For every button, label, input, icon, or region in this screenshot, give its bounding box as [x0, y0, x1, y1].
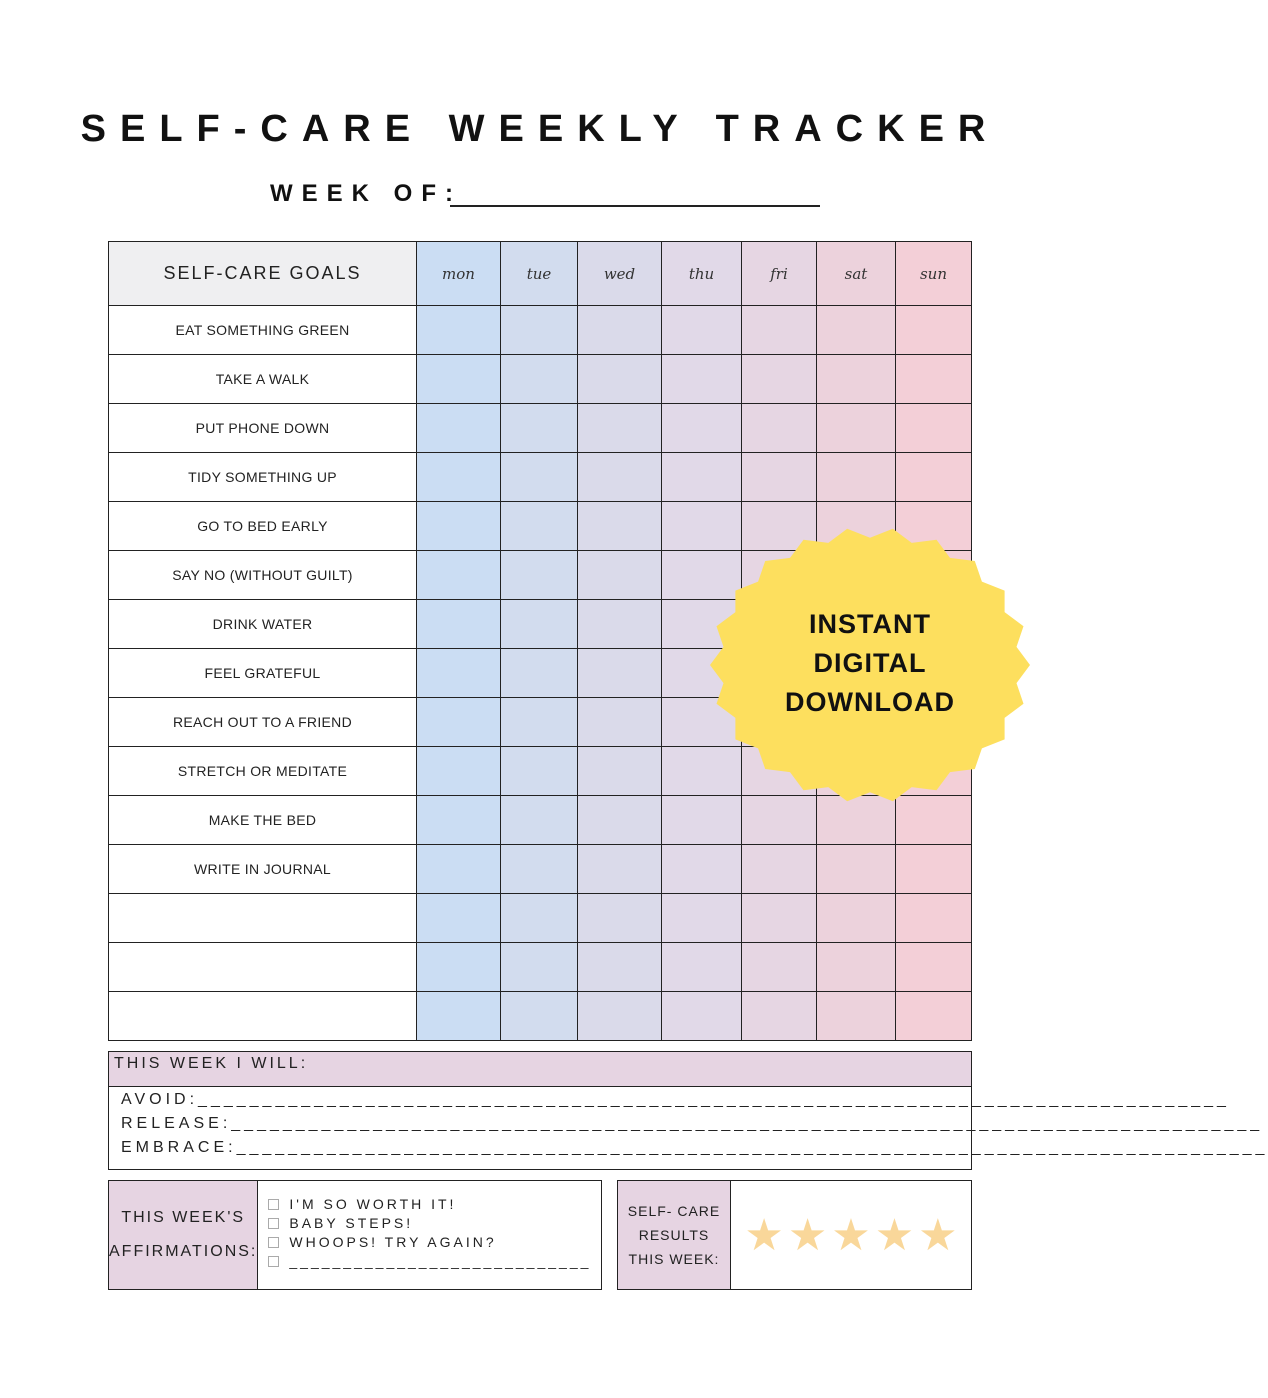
check-cell-wed[interactable] — [578, 355, 662, 404]
check-cell-tue[interactable] — [501, 747, 578, 796]
check-cell-wed[interactable] — [578, 796, 662, 845]
table-row — [109, 894, 972, 943]
goal-label: PUT PHONE DOWN — [109, 404, 417, 453]
check-cell-mon[interactable] — [417, 747, 501, 796]
check-cell-sun[interactable] — [896, 845, 972, 894]
star-icon[interactable]: ★ — [787, 1210, 828, 1260]
check-cell-sun[interactable] — [896, 404, 972, 453]
badge-line: DIGITAL — [813, 648, 927, 678]
check-cell-sat[interactable] — [817, 404, 896, 453]
check-cell-wed[interactable] — [578, 600, 662, 649]
check-cell-tue[interactable] — [501, 551, 578, 600]
table-row — [109, 943, 972, 992]
check-cell-sun[interactable] — [896, 453, 972, 502]
affirmations-box — [108, 1180, 602, 1290]
check-cell-mon[interactable] — [417, 306, 501, 355]
check-cell-mon[interactable] — [417, 796, 501, 845]
table-row — [109, 992, 972, 1041]
day-header-wed: wed — [578, 242, 662, 306]
check-cell-sun[interactable] — [896, 992, 972, 1041]
check-cell-sat[interactable] — [817, 355, 896, 404]
star-icon[interactable]: ★ — [744, 1210, 784, 1260]
goals-header: SELF-CARE GOALS — [109, 242, 417, 306]
check-cell-mon[interactable] — [417, 355, 501, 404]
check-cell-mon[interactable] — [417, 600, 501, 649]
check-cell-mon[interactable] — [417, 502, 501, 551]
this-week-section — [108, 1051, 1268, 1170]
check-cell-mon[interactable] — [417, 453, 501, 502]
goal-label: GO TO BED EARLY — [109, 502, 417, 551]
table-row — [109, 404, 972, 453]
badge-text — [705, 605, 1035, 722]
check-cell-sun[interactable] — [896, 894, 972, 943]
star-icon[interactable]: ★ — [874, 1210, 915, 1260]
table-row — [109, 355, 972, 404]
check-cell-tue[interactable] — [501, 943, 578, 992]
check-cell-mon[interactable] — [417, 894, 501, 943]
results-label: SELF- CARE RESULTS THIS WEEK: — [618, 1181, 731, 1289]
check-cell-fri[interactable] — [742, 306, 817, 355]
check-cell-mon[interactable] — [417, 698, 501, 747]
check-cell-sun[interactable] — [896, 355, 972, 404]
check-cell-thu[interactable] — [662, 943, 742, 992]
check-cell-wed[interactable] — [578, 698, 662, 747]
check-cell-mon[interactable] — [417, 649, 501, 698]
check-cell-thu[interactable] — [662, 845, 742, 894]
check-cell-tue[interactable] — [501, 894, 578, 943]
check-cell-fri[interactable] — [742, 943, 817, 992]
will-line[interactable]: AVOID:________________________________________________________________________________ — [121, 1091, 1230, 1108]
page-title: SELF-CARE WEEKLY TRACKER — [80, 108, 1000, 150]
check-cell-wed[interactable] — [578, 502, 662, 551]
checkbox[interactable] — [268, 1199, 279, 1210]
check-cell-sat[interactable] — [817, 306, 896, 355]
check-cell-wed[interactable] — [578, 551, 662, 600]
results-box — [617, 1180, 972, 1290]
check-cell-thu[interactable] — [662, 453, 742, 502]
check-cell-tue[interactable] — [501, 453, 578, 502]
goal-label: FEEL GRATEFUL — [109, 649, 417, 698]
check-cell-wed[interactable] — [578, 943, 662, 992]
check-cell-thu[interactable] — [662, 404, 742, 453]
check-cell-sat[interactable] — [817, 943, 896, 992]
table-row — [109, 453, 972, 502]
day-header-sun: sun — [896, 242, 972, 306]
table-row — [109, 845, 972, 894]
check-cell-fri[interactable] — [742, 404, 817, 453]
goal-label[interactable] — [109, 894, 417, 943]
check-cell-mon[interactable] — [417, 404, 501, 453]
table-row — [109, 306, 972, 355]
check-cell-sun[interactable] — [896, 943, 972, 992]
affirmation-item — [268, 1252, 591, 1271]
affirmation-text: WHOOPS! TRY AGAIN? — [289, 1234, 497, 1250]
day-header-tue: tue — [501, 242, 578, 306]
week-of-label: WEEK OF: — [270, 180, 462, 207]
star-rating[interactable] — [731, 1181, 971, 1289]
goal-label: DRINK WATER — [109, 600, 417, 649]
affirmation-text: ____________________________ — [289, 1253, 592, 1269]
check-cell-mon[interactable] — [417, 943, 501, 992]
badge-line: INSTANT — [809, 609, 931, 639]
checkbox[interactable] — [268, 1218, 279, 1229]
check-cell-thu[interactable] — [662, 355, 742, 404]
affirmations-label: THIS WEEK'S AFFIRMATIONS: — [109, 1181, 258, 1289]
badge-line: DOWNLOAD — [785, 687, 955, 717]
goal-label: REACH OUT TO A FRIEND — [109, 698, 417, 747]
check-cell-wed[interactable] — [578, 453, 662, 502]
affirmation-text: BABY STEPS! — [289, 1215, 414, 1231]
check-cell-sat[interactable] — [817, 992, 896, 1041]
checkbox[interactable] — [268, 1256, 279, 1267]
check-cell-tue[interactable] — [501, 600, 578, 649]
goal-label: EAT SOMETHING GREEN — [109, 306, 417, 355]
goal-label[interactable] — [109, 992, 417, 1041]
check-cell-tue[interactable] — [501, 698, 578, 747]
check-cell-tue[interactable] — [501, 502, 578, 551]
check-cell-wed[interactable] — [578, 649, 662, 698]
check-cell-thu[interactable] — [662, 306, 742, 355]
check-cell-mon[interactable] — [417, 992, 501, 1041]
check-cell-wed[interactable] — [578, 845, 662, 894]
goal-label: SAY NO (WITHOUT GUILT) — [109, 551, 417, 600]
this-week-header: THIS WEEK I WILL: — [109, 1052, 971, 1087]
check-cell-sun[interactable] — [896, 306, 972, 355]
check-cell-tue[interactable] — [501, 649, 578, 698]
will-line-label: AVOID: — [121, 1091, 199, 1108]
week-of-line[interactable] — [450, 205, 820, 207]
will-line[interactable]: EMBRACE:________________________________________________________________________________ — [121, 1139, 1268, 1156]
affirmation-item — [268, 1214, 591, 1233]
check-cell-wed[interactable] — [578, 747, 662, 796]
check-cell-tue[interactable] — [501, 306, 578, 355]
check-cell-wed[interactable] — [578, 992, 662, 1041]
check-cell-fri[interactable] — [742, 845, 817, 894]
check-cell-tue[interactable] — [501, 845, 578, 894]
goal-label: STRETCH OR MEDITATE — [109, 747, 417, 796]
check-cell-mon[interactable] — [417, 551, 501, 600]
affirmation-text: I'M SO WORTH IT! — [289, 1196, 457, 1212]
check-cell-tue[interactable] — [501, 992, 578, 1041]
goal-label: MAKE THE BED — [109, 796, 417, 845]
check-cell-sat[interactable] — [817, 845, 896, 894]
day-header-fri: fri — [742, 242, 817, 306]
will-line-label: RELEASE: — [121, 1115, 232, 1132]
check-cell-sat[interactable] — [817, 453, 896, 502]
check-cell-thu[interactable] — [662, 992, 742, 1041]
check-cell-tue[interactable] — [501, 796, 578, 845]
check-cell-fri[interactable] — [742, 453, 817, 502]
will-line-label: EMBRACE: — [121, 1139, 237, 1156]
check-cell-mon[interactable] — [417, 845, 501, 894]
will-line[interactable]: RELEASE:________________________________________________________________________________ — [121, 1115, 1264, 1132]
check-cell-tue[interactable] — [501, 355, 578, 404]
day-header-sat: sat — [817, 242, 896, 306]
checkbox[interactable] — [268, 1237, 279, 1248]
day-header-mon: mon — [417, 242, 501, 306]
check-cell-fri[interactable] — [742, 894, 817, 943]
goal-label[interactable] — [109, 943, 417, 992]
check-cell-wed[interactable] — [578, 306, 662, 355]
check-cell-wed[interactable] — [578, 404, 662, 453]
check-cell-sat[interactable] — [817, 894, 896, 943]
star-icon[interactable]: ★ — [918, 1210, 958, 1260]
check-cell-fri[interactable] — [742, 355, 817, 404]
check-cell-tue[interactable] — [501, 404, 578, 453]
day-header-thu: thu — [662, 242, 742, 306]
check-cell-thu[interactable] — [662, 894, 742, 943]
star-icon[interactable]: ★ — [831, 1210, 871, 1260]
affirmation-item — [268, 1195, 591, 1214]
goal-label: TIDY SOMETHING UP — [109, 453, 417, 502]
check-cell-fri[interactable] — [742, 992, 817, 1041]
goal-label: WRITE IN JOURNAL — [109, 845, 417, 894]
affirmation-item — [268, 1233, 591, 1252]
check-cell-wed[interactable] — [578, 894, 662, 943]
goal-label: TAKE A WALK — [109, 355, 417, 404]
